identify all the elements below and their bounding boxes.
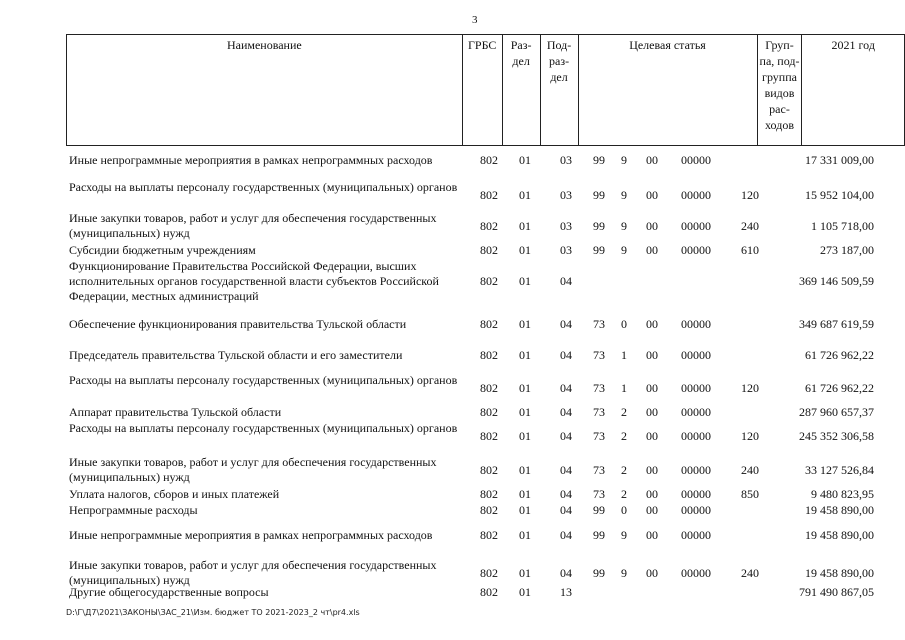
subsection-cell: 13 [560,585,572,599]
row-name: Непрограммные расходы [69,503,198,517]
row-name: Субсидии бюджетным учреждениям [69,243,256,257]
target-article-part3: 00 [646,463,658,477]
target-article-part1: 73 [593,463,605,477]
target-article-part1: 99 [593,153,605,167]
target-article-part2: 2 [621,429,627,443]
target-article-part4: 00000 [681,348,711,362]
expense-group-cell: 120 [741,188,759,202]
row-name: Расходы на выплаты персоналу государственных (муниципальных) органов [69,373,458,387]
subsection-cell: 04 [560,503,572,517]
grbs-cell: 802 [480,153,498,167]
section-cell: 01 [519,153,531,167]
target-article-part2: 2 [621,405,627,419]
amount-cell: 273 187,00 [820,243,874,257]
target-article-part3: 00 [646,381,658,395]
target-article-part3: 00 [646,566,658,580]
target-article-part2: 9 [621,188,627,202]
target-article-part2: 0 [621,317,627,331]
target-article-part1: 73 [593,405,605,419]
target-article-part4: 00000 [681,528,711,542]
expense-group-cell: 240 [741,219,759,233]
target-article-part2: 9 [621,566,627,580]
header-year: 2021 год [802,35,905,146]
section-cell: 01 [519,317,531,331]
target-article-part1: 99 [593,188,605,202]
expense-group-cell: 120 [741,381,759,395]
target-article-part1: 99 [593,243,605,257]
target-article-part1: 73 [593,348,605,362]
header-razdel: Раз- дел [502,35,540,146]
section-cell: 01 [519,381,531,395]
section-cell: 01 [519,243,531,257]
subsection-cell: 04 [560,274,572,288]
header-podrazdel: Под- раз- дел [540,35,578,146]
row-name: Иные закупки товаров, работ и услуг для обеспечения государственных (муниципальных) нужд [69,558,437,587]
subsection-cell: 04 [560,528,572,542]
file-path: D:\Г\Д7\2021\ЗАКОНЫ\ЗАС_21\Изм. бюджет ТО 2021-2023_2 чт\pr4.xls [66,608,360,617]
section-cell: 01 [519,219,531,233]
section-cell: 01 [519,585,531,599]
target-article-part4: 00000 [681,463,711,477]
row-name: Иные непрограммные мероприятия в рамках непрограммных расходов [69,528,433,542]
header-name: Наименование [67,35,463,146]
header-target-article: Целевая статья [578,35,757,146]
row-name: Иные непрограммные мероприятия в рамках непрограммных расходов [69,153,433,167]
amount-cell: 19 458 890,00 [805,566,874,580]
grbs-cell: 802 [480,503,498,517]
target-article-part1: 99 [593,566,605,580]
page-number: 3 [472,14,478,26]
grbs-cell: 802 [480,219,498,233]
amount-cell: 349 687 619,59 [799,317,874,331]
target-article-part1: 73 [593,487,605,501]
subsection-cell: 03 [560,243,572,257]
expense-group-cell: 240 [741,463,759,477]
target-article-part1: 99 [593,219,605,233]
amount-cell: 287 960 657,37 [799,405,874,419]
target-article-part2: 0 [621,503,627,517]
section-cell: 01 [519,188,531,202]
target-article-part3: 00 [646,219,658,233]
amount-cell: 9 480 823,95 [811,487,874,501]
section-cell: 01 [519,348,531,362]
target-article-part4: 00000 [681,487,711,501]
subsection-cell: 03 [560,188,572,202]
target-article-part1: 73 [593,317,605,331]
target-article-part2: 1 [621,381,627,395]
amount-cell: 1 105 718,00 [811,219,874,233]
amount-cell: 19 458 890,00 [805,528,874,542]
amount-cell: 369 146 509,59 [799,274,874,288]
grbs-cell: 802 [480,348,498,362]
target-article-part1: 73 [593,381,605,395]
subsection-cell: 04 [560,487,572,501]
target-article-part2: 2 [621,487,627,501]
target-article-part3: 00 [646,405,658,419]
subsection-cell: 04 [560,405,572,419]
section-cell: 01 [519,528,531,542]
target-article-part4: 00000 [681,317,711,331]
expense-group-cell: 120 [741,429,759,443]
grbs-cell: 802 [480,487,498,501]
grbs-cell: 802 [480,317,498,331]
row-name: Иные закупки товаров, работ и услуг для обеспечения государственных (муниципальных) нужд [69,455,437,484]
target-article-part4: 00000 [681,219,711,233]
row-name: Другие общегосударственные вопросы [69,585,269,599]
target-article-part2: 2 [621,463,627,477]
target-article-part2: 1 [621,348,627,362]
target-article-part3: 00 [646,153,658,167]
target-article-part3: 00 [646,487,658,501]
target-article-part2: 9 [621,153,627,167]
row-name: Расходы на выплаты персоналу государственных (муниципальных) органов [69,180,458,194]
target-article-part2: 9 [621,219,627,233]
section-cell: 01 [519,274,531,288]
target-article-part3: 00 [646,503,658,517]
target-article-part2: 9 [621,528,627,542]
grbs-cell: 802 [480,243,498,257]
section-cell: 01 [519,463,531,477]
grbs-cell: 802 [480,274,498,288]
section-cell: 01 [519,429,531,443]
target-article-part4: 00000 [681,429,711,443]
section-cell: 01 [519,405,531,419]
subsection-cell: 04 [560,348,572,362]
expense-group-cell: 610 [741,243,759,257]
grbs-cell: 802 [480,188,498,202]
row-name: Обеспечение функционирования правительства Тульской области [69,317,407,331]
amount-cell: 33 127 526,84 [805,463,874,477]
amount-cell: 61 726 962,22 [805,348,874,362]
grbs-cell: 802 [480,429,498,443]
target-article-part3: 00 [646,317,658,331]
target-article-part1: 73 [593,429,605,443]
amount-cell: 61 726 962,22 [805,381,874,395]
subsection-cell: 04 [560,566,572,580]
subsection-cell: 04 [560,381,572,395]
grbs-cell: 802 [480,585,498,599]
subsection-cell: 04 [560,429,572,443]
section-cell: 01 [519,487,531,501]
target-article-part4: 00000 [681,503,711,517]
target-article-part3: 00 [646,528,658,542]
amount-cell: 17 331 009,00 [805,153,874,167]
target-article-part3: 00 [646,188,658,202]
target-article-part4: 00000 [681,381,711,395]
expense-group-cell: 240 [741,566,759,580]
subsection-cell: 04 [560,463,572,477]
grbs-cell: 802 [480,405,498,419]
row-name: Аппарат правительства Тульской области [69,405,282,419]
target-article-part3: 00 [646,348,658,362]
subsection-cell: 04 [560,317,572,331]
row-name: Функционирование Правительства Российской Федерации, высших исполнительных органов государственной власти субъектов Российской Федерации, местных администраций [69,259,439,303]
target-article-part2: 9 [621,243,627,257]
header-grbs: ГРБС [462,35,502,146]
target-article-part3: 00 [646,429,658,443]
subsection-cell: 03 [560,153,572,167]
grbs-cell: 802 [480,566,498,580]
row-name: Председатель правительства Тульской области и его заместители [69,348,403,362]
amount-cell: 19 458 890,00 [805,503,874,517]
grbs-cell: 802 [480,381,498,395]
row-name: Расходы на выплаты персоналу государственных (муниципальных) органов [69,421,458,435]
target-article-part1: 99 [593,503,605,517]
section-cell: 01 [519,503,531,517]
grbs-cell: 802 [480,463,498,477]
subsection-cell: 03 [560,219,572,233]
target-article-part4: 00000 [681,566,711,580]
target-article-part3: 00 [646,243,658,257]
amount-cell: 15 952 104,00 [805,188,874,202]
target-article-part4: 00000 [681,243,711,257]
target-article-part4: 00000 [681,188,711,202]
target-article-part4: 00000 [681,153,711,167]
target-article-part4: 00000 [681,405,711,419]
header-expense-group: Груп- па, под- группа видов рас- ходов [757,35,802,146]
section-cell: 01 [519,566,531,580]
row-name: Уплата налогов, сборов и иных платежей [69,487,280,501]
expense-group-cell: 850 [741,487,759,501]
grbs-cell: 802 [480,528,498,542]
target-article-part1: 99 [593,528,605,542]
amount-cell: 245 352 306,58 [799,429,874,443]
amount-cell: 791 490 867,05 [799,585,874,599]
row-name: Иные закупки товаров, работ и услуг для обеспечения государственных (муниципальных) нужд [69,211,437,240]
